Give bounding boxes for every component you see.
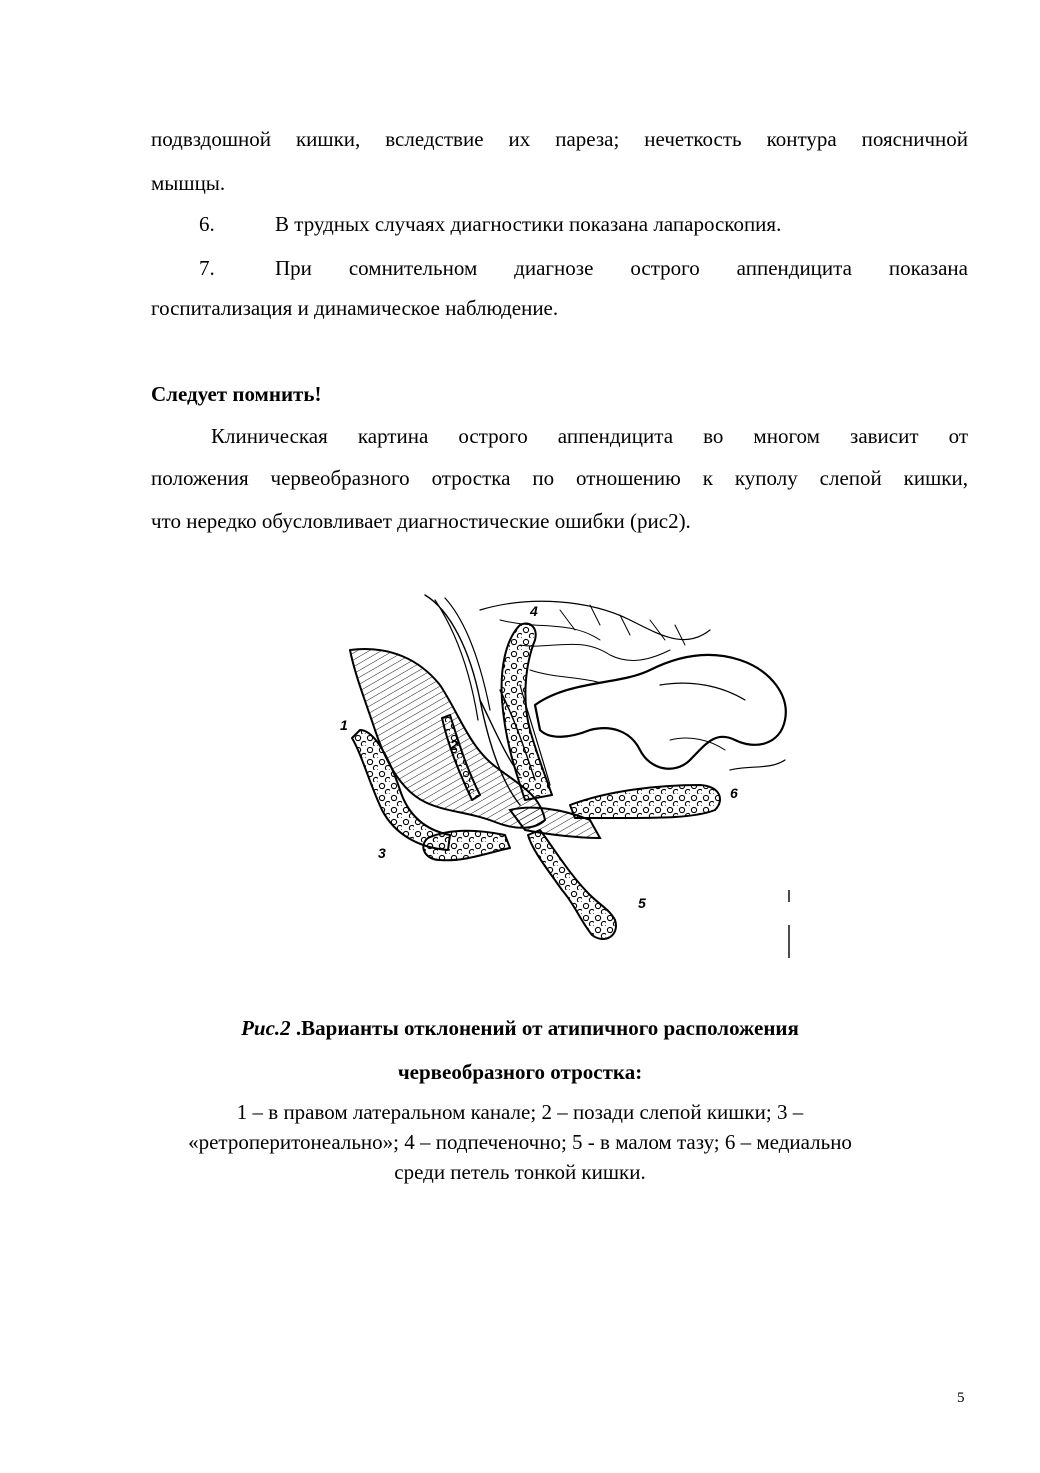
figure-caption-title [120, 1016, 920, 1041]
paragraph-line: положения червеобразного отростка по отношению к куполу слепой кишки, [151, 466, 968, 490]
caption-line: среди петель тонкой кишки. [394, 1160, 646, 1184]
list-item-text: В трудных случаях диагностики показана лапароскопия. [275, 212, 782, 236]
paragraph-line: мышцы. [151, 171, 226, 195]
figure-number: Рис.2 [241, 1016, 291, 1040]
list-number: 6. [199, 212, 215, 236]
figure-title-text: .Варианты отклонений от атипичного расположения [290, 1016, 799, 1040]
list-number: 7. [199, 256, 215, 280]
figure-label: 5 [638, 895, 646, 911]
caption-line: «ретроперитонеально»; 4 – подпеченочно; 5 - в малом тазу; 6 – медиально [188, 1130, 852, 1154]
figure-label: 3 [378, 845, 386, 861]
figure-label: 2 [450, 737, 458, 753]
paragraph-line: Клиническая картина острого аппендицита во многом зависит от [211, 424, 968, 448]
section-heading: Следует помнить! [151, 382, 322, 406]
paragraph-line: что нередко обусловливает диагностические ошибки (рис2). [151, 509, 691, 533]
list-item-text: госпитализация и динамическое наблюдение. [151, 296, 559, 320]
figure-caption-title: червеобразного отростка: [397, 1060, 643, 1084]
figure-label: 6 [730, 785, 738, 801]
page-number: 5 [957, 1390, 965, 1406]
caption-line: 1 – в правом латеральном канале; 2 – позади слепой кишки; 3 – [236, 1100, 804, 1124]
figure-label: 4 [530, 603, 538, 619]
list-item-text: При сомнительном диагнозе острого аппендицита показана [275, 256, 968, 280]
figure-label: 1 [340, 717, 348, 733]
appendix-position-illustration [330, 590, 810, 965]
paragraph-line: подвздошной кишки, вследствие их пареза; нечеткость контура поясничной [151, 127, 968, 151]
figure-caption-body [120, 1097, 920, 1187]
